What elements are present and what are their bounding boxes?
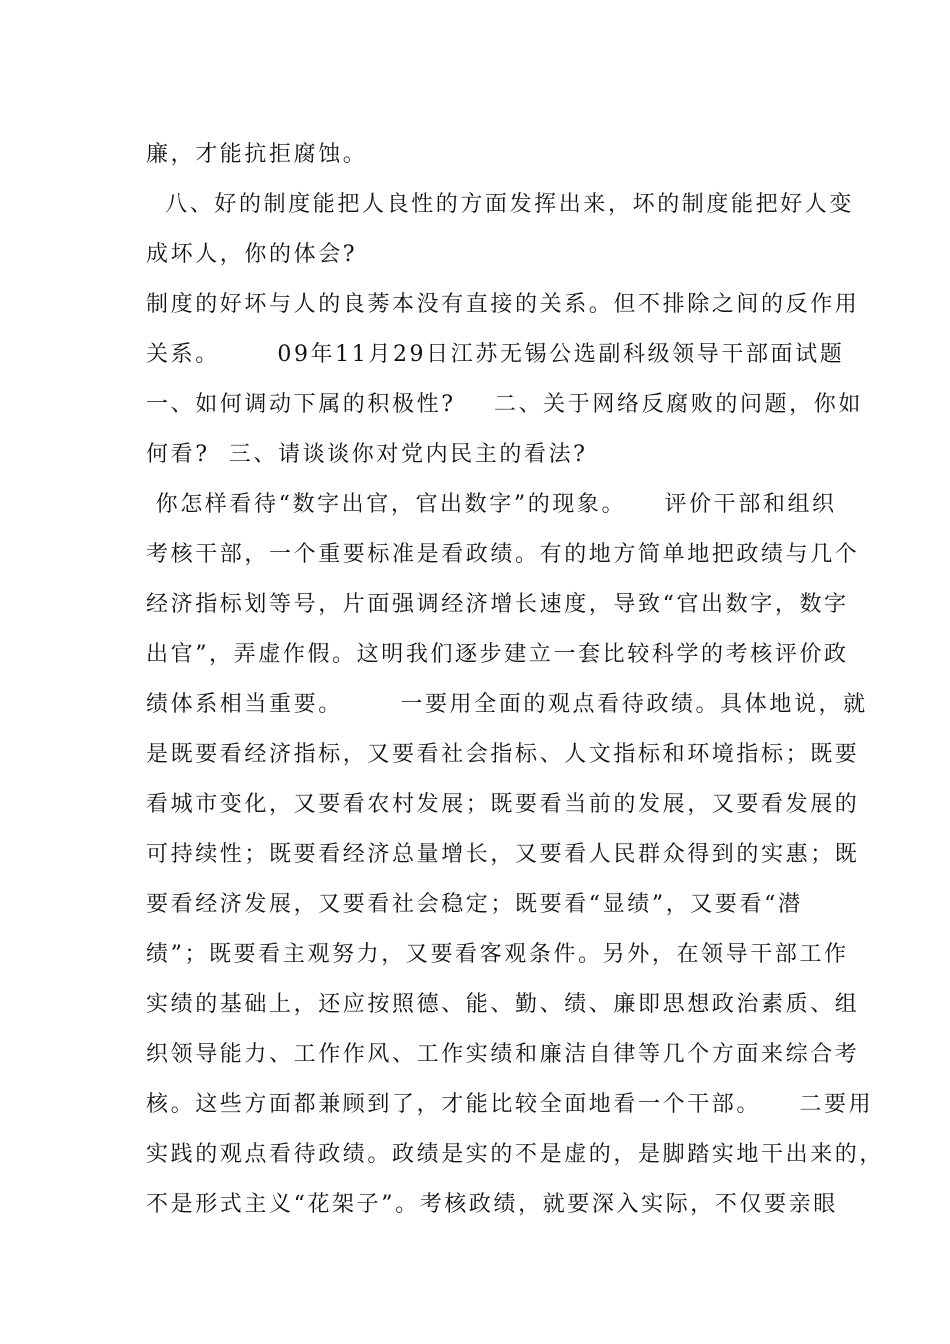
text-line: 不是形式主义“花架子”。考核政绩，就要深入实际，不仅要亲眼 [146, 1192, 838, 1217]
text-line: 绩”；既要看主观努力，又要看客观条件。另外，在领导干部工作 [146, 942, 849, 967]
text-line: 看城市变化，又要看农村发展；既要看当前的发展，又要看发展的 [146, 792, 860, 817]
text-line: 织领导能力、工作作风、工作实绩和廉洁自律等几个方面来综合考 [146, 1042, 860, 1067]
text-line: 你怎样看待“数字出官，官出数字”的现象。 评价干部和组织 [146, 492, 837, 517]
text-line: 实践的观点看待政绩。政绩是实的不是虚的，是脚踏实地干出来的， [146, 1142, 885, 1167]
text-line: 考核干部，一个重要标准是看政绩。有的地方简单地把政绩与几个 [146, 542, 860, 567]
text-line: 何看? 三、请谈谈你对党内民主的看法? [146, 442, 588, 467]
text-line: 可持续性；既要看经济总量增长，又要看人民群众得到的实惠；既 [146, 842, 860, 867]
text-line: 实绩的基础上，还应按照德、能、勤、绩、廉即思想政治素质、组 [146, 992, 860, 1017]
text-line: 经济指标划等号，片面强调经济增长速度，导致“官出数字，数字 [146, 592, 849, 617]
text-line: 绩体系相当重要。 一要用全面的观点看待政绩。具体地说，就 [146, 692, 868, 717]
text-line: 一、如何调动下属的积极性? 二、关于网络反腐败的问题，你如 [146, 392, 863, 417]
text-line: 制度的好坏与人的良莠本没有直接的关系。但不排除之间的反作用 [146, 292, 860, 317]
text-line: 八、好的制度能把人良性的方面发挥出来，坏的制度能把好人变 [146, 192, 854, 217]
text-line: 关系。 09年11月29日江苏无锡公选副科级领导干部面试题 [146, 342, 845, 367]
text-line: 要看经济发展，又要看社会稳定；既要看“显绩”，又要看“潜 [146, 892, 803, 917]
text-line: 出官”，弄虚作假。这明我们逐步建立一套比较科学的考核评价政 [146, 642, 849, 667]
text-line: 成坏人，你的体会? [146, 242, 358, 267]
body-text [146, 130, 885, 1230]
text-line: 核。这些方面都兼顾到了，才能比较全面地看一个干部。 二要用 [146, 1092, 874, 1117]
text-line: 是既要看经济指标，又要看社会指标、人文指标和环境指标；既要 [146, 742, 860, 767]
text-line: 廉，才能抗拒腐蚀。 [146, 142, 368, 167]
